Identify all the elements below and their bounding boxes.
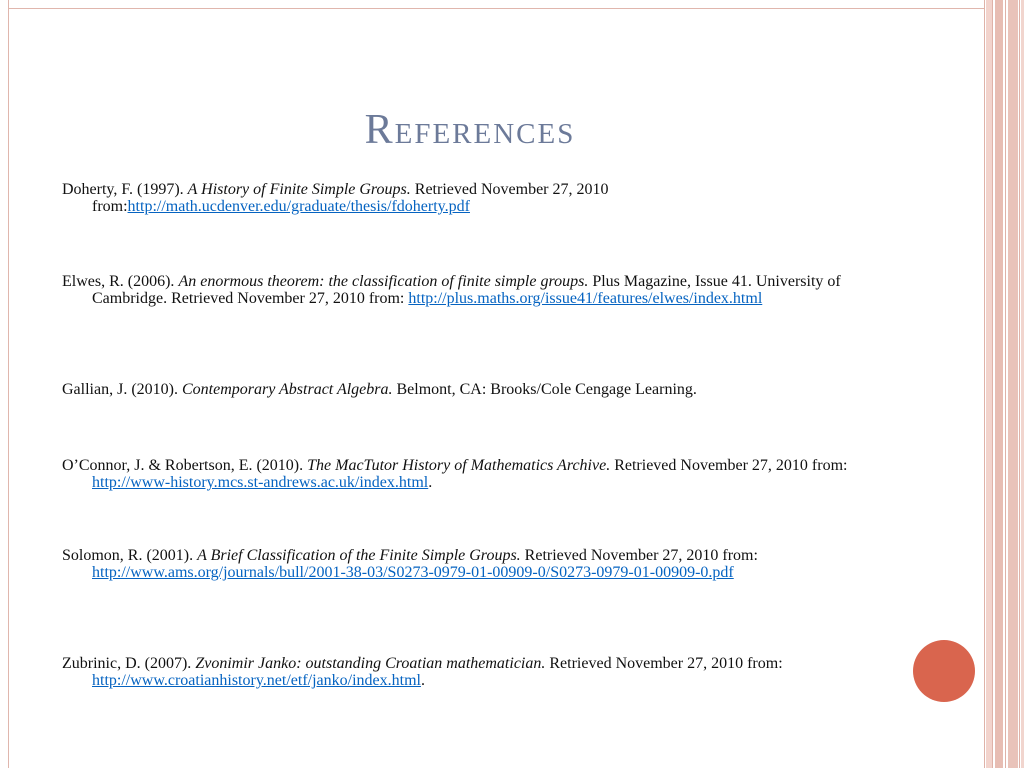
reference-authors: Elwes, R. (2006). [62,273,179,290]
reference-item [62,547,912,581]
reference-title: The MacTutor History of Mathematics Archive. [307,457,611,474]
reference-end: . [428,474,433,491]
reference-title: Contemporary Abstract Algebra. [181,381,393,398]
reference-link[interactable]: http://www.ams.org/journals/bull/2001-38-03/S0273-0979-01-00909-0/S0273-0979-01-00909-0.pdf [92,564,734,581]
reference-authors: Gallian, J. (2010). [62,381,182,398]
reference-link[interactable]: http://www.croatianhistory.net/etf/janko/index.html [92,672,421,689]
reference-authors: Doherty, F. (1997). [62,181,188,198]
reference-link[interactable]: http://www-history.mcs.st-andrews.ac.uk/index.html [92,474,429,491]
reference-authors: Solomon, R. (2001). [62,547,198,564]
reference-item [62,181,912,215]
reference-link[interactable]: http://math.ucdenver.edu/graduate/thesis/fdoherty.pdf [127,198,470,215]
reference-item [62,457,912,491]
decorative-circle [913,640,975,702]
reference-title: A History of Finite Simple Groups. [187,181,411,198]
reference-authors: O’Connor, J. & Robertson, E. (2010). [62,457,308,474]
reference-details: Retrieved November 27, 2010 from: [610,457,848,474]
reference-details: Retrieved November 27, 2010 from: [545,655,783,672]
reference-title: Zvonimir Janko: outstanding Croatian mathematician. [195,655,546,672]
reference-details: Plus Magazine, Issue 41. University of Cambridge. Retrieved November 27, 2010 from: [92,273,841,307]
reference-details: Belmont, CA: Brooks/Cole Cengage Learning. [392,381,697,398]
reference-title: A Brief Classification of the Finite Simple Groups. [197,547,521,564]
slide-frame-top [8,8,984,9]
reference-details: Retrieved November 27, 2010 from: [520,547,758,564]
reference-authors: Zubrinic, D. (2007). [62,655,196,672]
reference-item [62,273,912,307]
reference-title: An enormous theorem: the classification of finite simple groups. [178,273,589,290]
reference-link[interactable]: http://plus.maths.org/issue41/features/elwes/index.html [408,290,763,307]
reference-details: Retrieved November 27, 2010 from: [92,181,609,215]
slide-title: References [364,107,576,153]
reference-item [62,381,912,398]
reference-item [62,655,912,689]
reference-end: . [420,672,425,689]
